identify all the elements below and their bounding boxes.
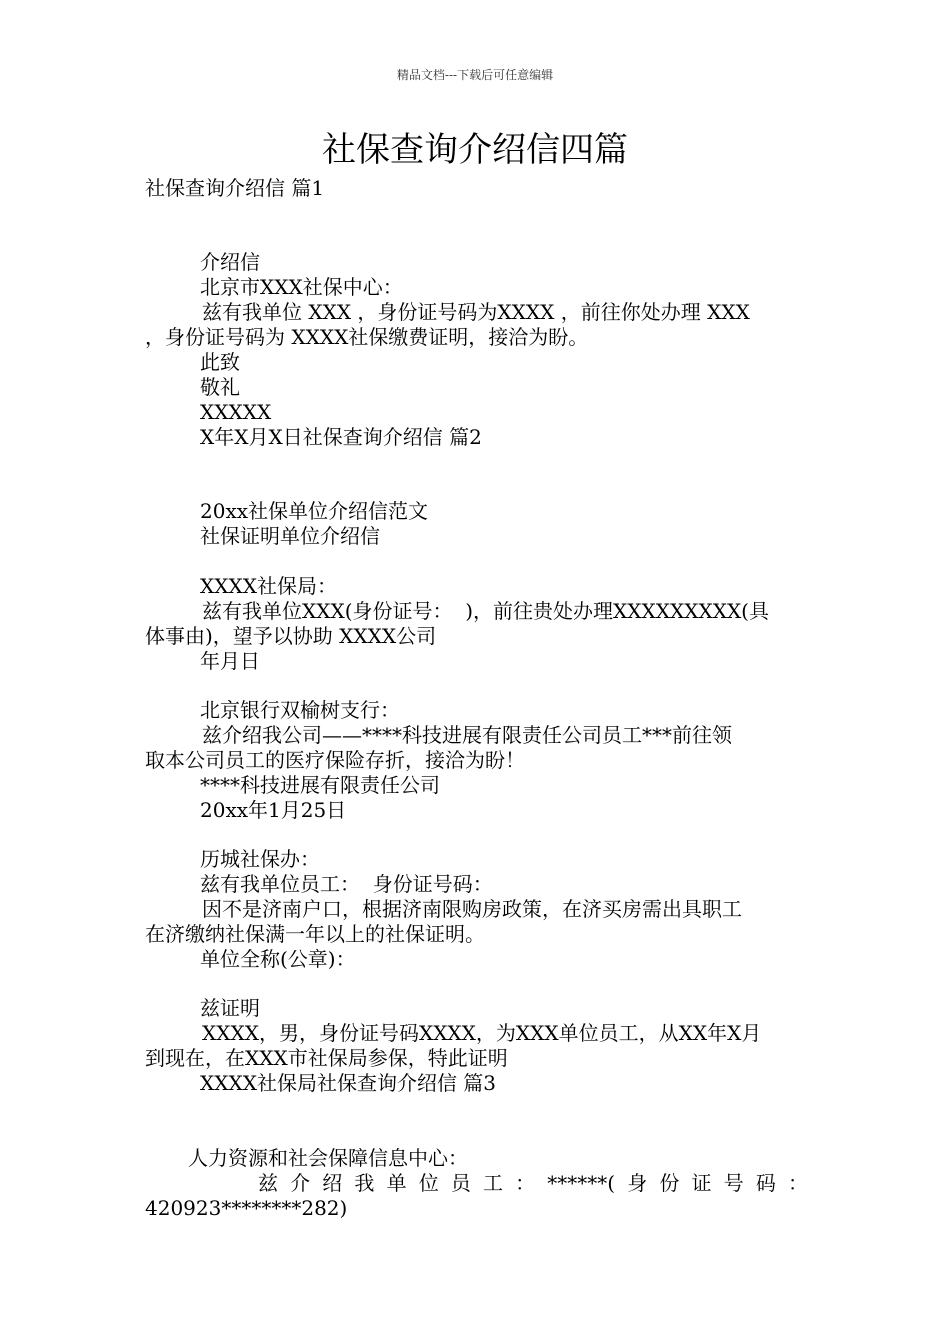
body-line: 420923********282) [145, 1196, 348, 1220]
body-line: 兹有我单位XXX(身份证号： )，前往贵处办理XXXXXXXXX(具 [202, 599, 769, 623]
body-line: 兹介绍我单位员工：******(身份证号码： [258, 1171, 808, 1195]
body-line: 20xx社保单位介绍信范文 [200, 499, 429, 523]
body-line: 取本公司员工的医疗保险存折，接洽为盼！ [145, 748, 525, 772]
date-line: 20xx年1月25日 [200, 798, 347, 822]
body-line: ，身份证号码为 XXXX社保缴费证明，接洽为盼。 [145, 325, 589, 349]
date-line: 年月日 [200, 649, 260, 673]
body-line: XXXX，男，身份证号码XXXX，为XXX单位员工，从XX年X月 [202, 1021, 762, 1045]
body-line: 兹有我单位员工： 身份证号码： [200, 872, 493, 896]
signature: ****科技进展有限责任公司 [200, 773, 440, 797]
addressee: 人力资源和社会保障信息中心： [188, 1146, 468, 1170]
closing-line: 此致 [200, 350, 240, 374]
body-line: 兹有我单位 XXX ，身份证号码为XXXX ，前往你处办理 XXX [202, 300, 750, 324]
page-header: 精品文档---下载后可任意编辑 [396, 68, 554, 82]
signature: XXXXX [200, 400, 272, 424]
addressee: 北京市XXX社保中心： [200, 275, 403, 299]
addressee: 历城社保办： [200, 847, 320, 871]
addressee: 北京银行双榆树支行： [200, 698, 400, 722]
body-line: 兹证明 [200, 996, 260, 1020]
section-heading-1: 社保查询介绍信 篇1 [145, 176, 325, 200]
addressee: XXXX社保局： [200, 574, 337, 598]
body-line: 体事由)，望予以协助 XXXX公司 [145, 624, 437, 648]
closing-line: 敬礼 [200, 375, 240, 399]
body-line: 在济缴纳社保满一年以上的社保证明。 [145, 922, 485, 946]
body-line: 社保证明单位介绍信 [200, 524, 380, 548]
signature-and-section-heading-3: XXXX社保局社保查询介绍信 篇3 [200, 1071, 497, 1095]
body-line: 因不是济南户口，根据济南限购房政策，在济买房需出具职工 [202, 897, 742, 921]
body-line: 兹介绍我公司——****科技进展有限责任公司员工***前往领 [202, 723, 732, 747]
date-and-section-heading-2: X年X月X日社保查询介绍信 篇2 [200, 425, 482, 449]
document-title: 社保查询介绍信四篇 [322, 130, 628, 170]
body-line: 到现在，在XXX市社保局参保，特此证明 [145, 1046, 508, 1070]
letter-heading: 介绍信 [200, 250, 260, 274]
body-line: 单位全称(公章)： [200, 947, 356, 971]
